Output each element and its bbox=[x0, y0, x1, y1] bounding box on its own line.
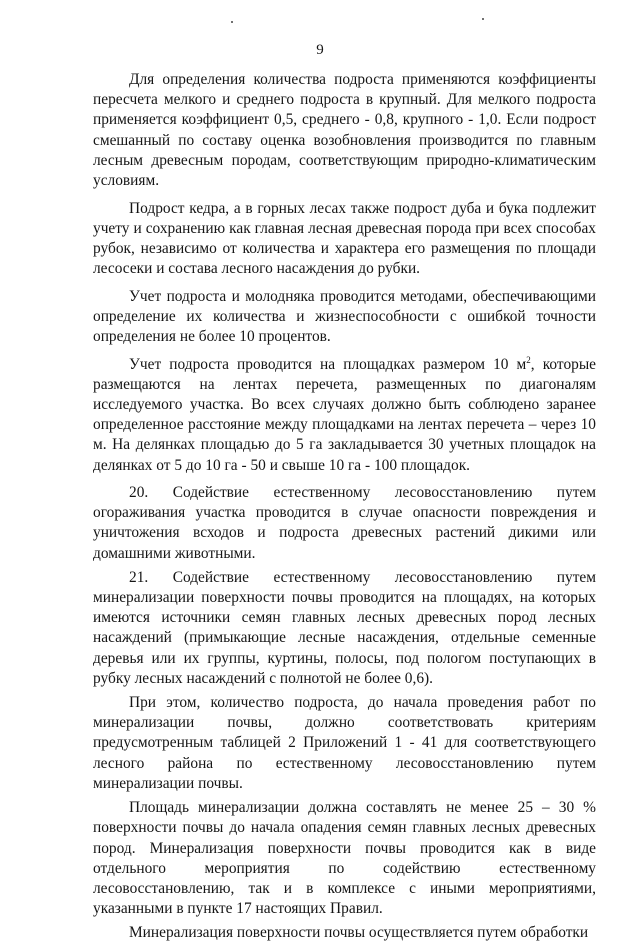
paragraph-mineralization-area: Площадь минерализации должна составлять не менее 25 – 30 % поверхности почвы до начала опадения семян главных лесных древесных пород. Минерализация поверхности почвы проводится как в виде отдельного мероприятия по содействию естественному лесовосстановлению, так и в комплексе с иными мероприятиями, указанными в пункте 17 настоящих Правил. bbox=[93, 799, 596, 918]
scan-speck bbox=[482, 18, 484, 20]
superscript-2: 2 bbox=[526, 354, 531, 365]
scan-speck bbox=[231, 21, 233, 23]
paragraph-sample-plots bbox=[93, 355, 596, 476]
page-number: 9 bbox=[316, 42, 324, 58]
sample-plots-text-end: , которые размещаются на лентах перечета, размещенных по диагоналям исследуемого участка. Во всех случаях должно быть соблюдено заранее определенное расстояние между площадками на лентах перечета – через 10 м. На делянках площадью до 5 га закладывается 30 учетных площадок на делянках от 5 до 10 га - 50 и свыше 10 га - 100 площадок. bbox=[93, 355, 597, 474]
paragraph-item-20: 20. Содействие естественному лесовосстановлению путем огораживания участка проводится в случае опасности повреждения и уничтожения всходов и подроста древесных растений дикими или домашними животными. bbox=[93, 484, 596, 562]
paragraph-cedar-regrowth: Подрост кедра, а в горных лесах также подрост дуба и бука подлежит учету и сохранению как главная лесная древесная порода при всех способах рубок, независимо от количества и характера его размещения по площади лесосеки и состава лесного насаждения до рубки. bbox=[93, 199, 596, 278]
paragraph-item-21: 21. Содействие естественному лесовосстановлению путем минерализации поверхности почвы проводится на площадях, на которых имеются источники семян главных лесных древесных пород лесных насаждений (примыкающие лесные насаждения, отдельные семенные деревья или их группы, куртины, полосы, под пологом поступающих в рубку лесных насаждений с полнотой не более 0,6). bbox=[93, 568, 596, 687]
paragraph-regrowth-quantity: При этом, количество подроста, до начала проведения работ по минерализации почвы, должно соответствовать критериям предусмотренным таблицей 2 Приложений 1 - 41 для соответствующего лесного района по естественному лесовосстановлению путем минерализации почвы. bbox=[93, 694, 596, 792]
paragraph-mineralization-method: Минерализация поверхности почвы осуществляется путем обработки bbox=[129, 924, 589, 942]
document-body bbox=[93, 70, 596, 951]
paragraph-accounting-methods: Учет подроста и молодняка проводится методами, обеспечивающими определение их количества и жизнеспособности с ошибкой точности определения не более 10 процентов. bbox=[93, 287, 596, 346]
sample-plots-text-start: Учет подроста проводится на площадках размером 10 м bbox=[129, 355, 527, 373]
paragraph-regrowth-coefficients: Для определения количества подроста применяются коэффициенты пересчета мелкого и среднего подроста в крупный. Для мелкого подроста применяется коэффициент 0,5, среднего - 0,8, крупного - 1,0. Если подрост смешанный по составу оценка возобновления производится по главным лесным древесным породам, соответствующим природно-климатическим условиям. bbox=[93, 71, 596, 190]
